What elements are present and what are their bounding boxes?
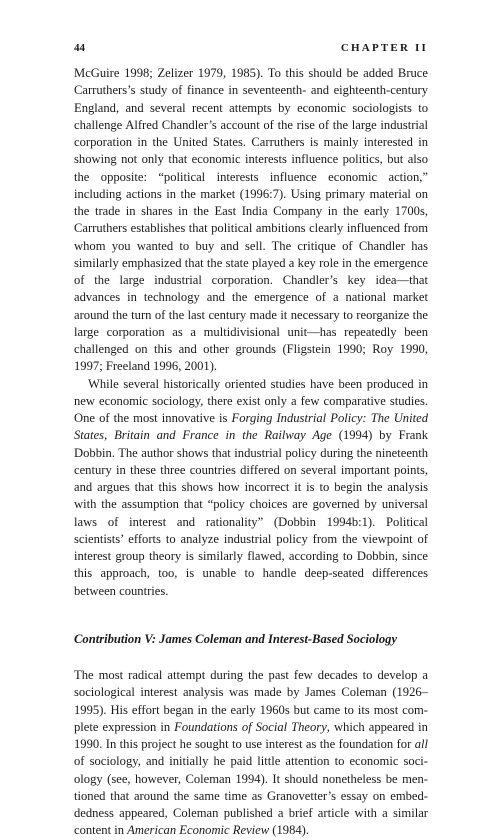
text-segment: , which appeared in 1990. In this project he sought to use interest as the foundation for [74,719,428,751]
page-number: 44 [74,42,85,54]
text-segment: (1984). [269,823,310,838]
text-segment: McGuire 1998; Zelizer 1979, 1985). To this should be added Bruce Carruthers’s study of finance in seventeenth- and eighteenth-century England, and several recent attempts by economic sociologists to challenge Alfred Chandler’s account of the rise of the large industrial corporation in the United States. Carruthers is mainly interested in showing not only that economic interests influence politics, but also the opposite: “political interests influence economic action,” including actions in the market (1996:7). Using primary material on the trade in shares in the East India Company in the early 1700s, Carruthers establishes that political ambitions clearly influenced from whom you wanted to buy and sell. The critique of Chandler has similarly emphasized that the state played a key role in the emergence of the large industrial corporation. Chandler’s key idea—that advances in technology and the emergence of a national market around the turn of the last century made it necessary to reorganize the large corporation as a multidivisional unit—has repeatedly been challenged on this and other grounds (Fligstein 1990; Roy 1990, 1997; Freeland 1996, 2001). [74,66,428,374]
text-segment: (1994) by Frank Dobbin. The author shows that industrial policy during the nineteenth century in these three countries differed on several important points, and argues that this shows how incorrect it is to begin the analysis with the assumption that “policy choices are governed by universal laws of interest and rationality” (Dobbin 1994b:1). Political scientists’ efforts to analyze industrial policy from the viewpoint of interest group theory is similarly flawed, according to Dobbin, since this approach, too, is unable to handle deep-seated differences between countries. [74,428,428,598]
body-paragraph-1 [74,65,428,376]
chapter-label: CHAPTER II [340,42,428,54]
book-page [74,42,428,840]
emphasis: all [414,737,428,751]
body-paragraph-2 [74,376,428,600]
text-segment: of sociology, and initially he paid little attention to economic sociology (see, however, Coleman 1994). It should nonetheless be mentioned that around the same time as Granovetter’s essay on embeddedness appeared, Coleman published a brief article with a similar content in [74,754,428,838]
text-segment: The most radical attempt during the past few decades to develop a sociological interest analysis was made by James Coleman (1926–1995). His effort began in the early 1960s but came to its most complete expression in [74,668,428,734]
running-head [74,42,428,60]
book-title: Forging Industrial Policy: The United States, Britain and France in the Railway Age [74,411,428,443]
body-paragraph-3 [74,667,428,840]
journal-title: American Economic Review [127,823,270,838]
text-segment: While several historically oriented studies have been produced in new economic sociology, there exist only a few comparative studies. One of the most innovative is [74,376,428,425]
section-heading: Contribution V: James Coleman and Interest-Based Sociology [74,631,398,646]
book-title: Foundations of Social Theory [174,719,327,734]
